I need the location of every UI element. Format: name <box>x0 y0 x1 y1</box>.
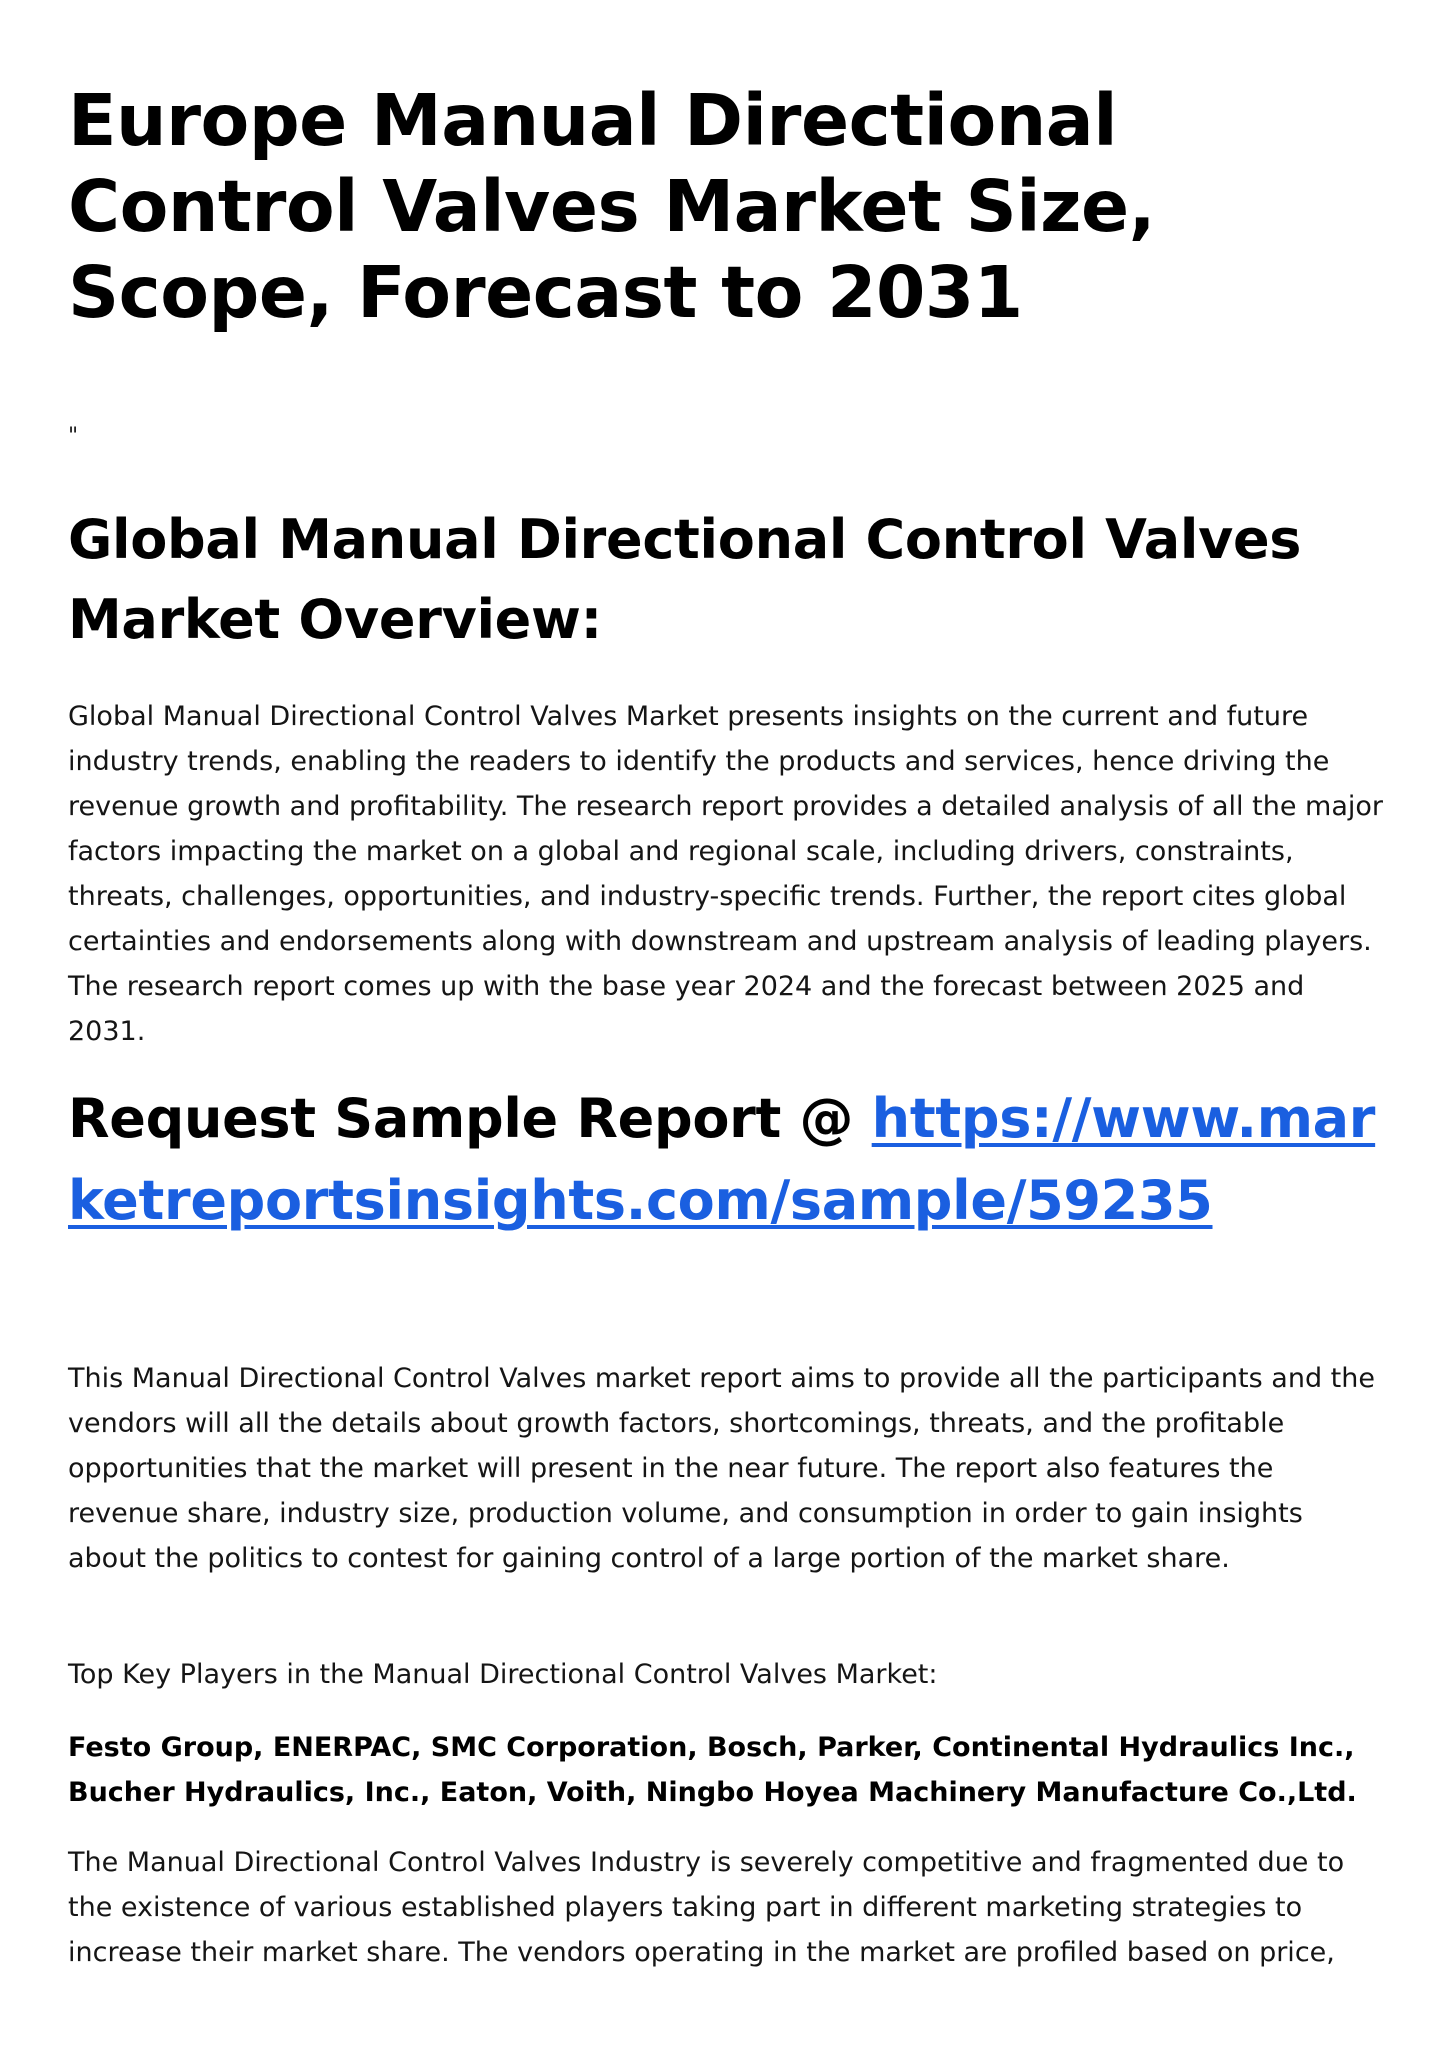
overview-paragraph: Global Manual Directional Control Valves Market presents insights on the current and future industry trends, enabling the readers to identify the products and services, hence driving the revenue growth and profitability. The research report provides a detailed analysis of all the major factors impacting the market on a global and regional scale, including drivers, constraints, threats, challenges, opportunities, and industry-specific trends. Further, the report cites global certainties and endorsements along with downstream and upstream analysis of leading players. The research report comes up with the base year 2024 and the forecast between 2025 and 2031. <box>68 701 1383 1047</box>
key-players-list: Festo Group, ENERPAC, SMC Corporation, Bosch, Parker, Continental Hydraulics Inc., Bucher Hydraulics, Inc., Eaton, Voith, Ningbo Hoyea Machinery Manufacture Co.,Ltd. <box>68 1732 1357 1808</box>
page-title: Europe Manual Directional Control Valves Market Size, Scope, Forecast to 2031 <box>68 79 1156 334</box>
sample-report-link[interactable]: https://www.marketreportsinsights.com/sample/59235 <box>68 1087 1376 1232</box>
industry-paragraph: The Manual Directional Control Valves Industry is severely competitive and fragmented due to the existence of various established players taking part in different marketing strategies to increase their market share. The vendors operating in the market are profiled based on price, <box>68 1847 1345 1968</box>
sample-heading-prefix: Request Sample Report @ <box>68 1087 872 1150</box>
quote-mark: " <box>68 424 79 449</box>
key-players-label: Top Key Players in the Manual Directional Control Valves Market: <box>68 1659 938 1690</box>
overview-heading: Global Manual Directional Control Valves Market Overview: <box>68 508 1302 651</box>
sample-report-heading <box>68 1078 1388 1242</box>
report-aims-paragraph: This Manual Directional Control Valves market report aims to provide all the participants and the vendors will all the details about growth factors, shortcomings, threats, and the profitable opportunities that the market will present in the near future. The report also features the revenue share, industry size, production volume, and consumption in order to gain insights about the politics to contest for gaining control of a large portion of the market share. <box>68 1363 1375 1574</box>
